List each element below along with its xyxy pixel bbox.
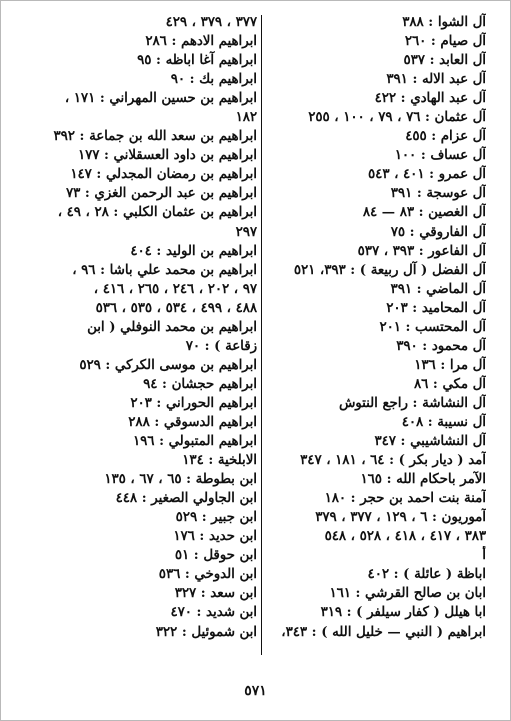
index-entry: آل مرا : ١٣٦ [414, 357, 486, 373]
index-entry: آل الماضي : ٣٩١ [390, 281, 486, 297]
index-entry: ابا هيلل ( كفار سيلفر ) : ٣١٩ [320, 605, 486, 621]
index-entry: آل عساف : ١٠٠ [394, 148, 486, 164]
index-entry: آل صيام : ٢٦٠ [404, 34, 486, 50]
index-entry: ابراهيم بن الوليد : ٤٠٤ [130, 243, 257, 259]
index-entry: آل عزام : ٤٥٥ [405, 129, 486, 145]
index-entry: زقاعة ) : ٧٠ [185, 338, 257, 354]
index-entry: ابراهيم بن موسى الكركي : ٥٢٩ [79, 357, 257, 373]
index-entry: آل المحاميد : ٢٠٣ [386, 300, 486, 316]
index-entry: آل مكي : ٨٦ [414, 376, 486, 392]
index-entry: آل الفضل ( آل ربيعة ) : ٣٩٣، ٥٢١ [293, 262, 486, 278]
index-entry: آل العابد : ٥٣٧ [403, 53, 486, 69]
index-entry: ابن جبير : ٥٢٩ [175, 510, 257, 526]
index-entry: ابراهيم بن حسين المهراني : ١٧١ ، [64, 91, 257, 107]
index-entry: آل عمرو : ٤٠١ ، ٥٤٣ [368, 167, 486, 183]
column-divider [261, 15, 262, 655]
index-entry: آل الفاعور : ٣٩٣ ، ٥٣٧ [357, 243, 486, 259]
index-entry: آل النشاشة : راجع النتوش [338, 395, 486, 411]
index-entry: آمد ( ديار بكر ) : ٦٤ ، ١٨١ ، ٣٤٧ [300, 453, 486, 469]
index-entry: آل عبد الاله : ٣٩١ [386, 72, 486, 88]
index-entry: ابراهيم الحوراني : ٢٠٣ [130, 395, 257, 411]
index-entry: ٣٨٣ ، ٤١٧ ، ٤١٨ ، ٥٢٨ ، ٥٤٨ [324, 529, 486, 545]
index-entry: ابان بن صالح القرشي : ١٦١ [329, 586, 486, 602]
index-entry: ابراهيم بن محمد علي باشا : ٩٦ ، [72, 262, 257, 278]
index-entry: ابراهيم المتبولي : ١٩٦ [133, 434, 257, 450]
index-entry: ابراهيم الادهم : ٢٨٦ [145, 34, 257, 50]
index-entry: ابن سعد : ٣٢٧ [174, 586, 257, 602]
index-entry: آل الغصين : ٨٣ — ٨٤ [362, 205, 486, 221]
index-entry: آل الفاروقي : ٧٥ [390, 224, 486, 240]
index-entry: ٢٩٧ [235, 224, 257, 240]
index-entry: ابراهيم حجشان : ٩٤ [143, 376, 257, 392]
index-entry: ابن شموئيل : ٣٢٢ [155, 624, 257, 640]
index-entry: آل الشوا : ٣٨٨ [402, 15, 486, 30]
index-entry: ٤٨٨ ، ٤٩٩ ، ٥٣٤ ، ٥٣٥ ، ٥٣٦ [95, 300, 257, 316]
index-entry: آل عثمان : ٧٦ ، ٧٩ ، ١٠٠ ، ٢٥٥ [308, 110, 486, 126]
index-entry: ابن بطوطة : ٦٥ ، ٦٧ ، ١٣٥ [104, 472, 257, 488]
index-entry: ٩٧ ، ٢٠٢ ، ٢٤٦ ، ٢٦٥ ، ٤١٦ ، [93, 281, 257, 297]
index-entry: ابراهيم آغا اباظه : ٩٥ [137, 53, 257, 69]
index-column-left [23, 13, 257, 642]
index-entry: ابراهيم الدسوقي : ٢٨٨ [128, 414, 257, 430]
index-entry: ابن شديد : ٤٧٠ [170, 605, 257, 621]
index-entry: آموريون : ٦ ، ١٢٩ ، ٣٧٧ ، ٣٧٩ [315, 510, 486, 526]
index-entry: أ [482, 548, 486, 564]
page-number: ٥٧١ [244, 683, 267, 699]
index-entry: ابن الجاولي الصغير : ٤٤٨ [115, 491, 257, 507]
index-entry: آل المحتسب : ٢٠١ [379, 319, 486, 335]
index-entry: آل نسيبة : ٤٠٨ [401, 414, 486, 430]
index-entry: ابراهيم بن محمد النوفلي ( ابن [87, 319, 257, 335]
index-entry: آل محمود : ٣٩٠ [396, 338, 486, 354]
index-entry: آل عوسجة : ٣٩١ [390, 186, 486, 202]
index-column-right [252, 13, 486, 642]
index-entry: ابن حوقل : ٥١ [174, 548, 257, 564]
index-entry: ابراهيم بن داود العسقلاني : ١٧٧ [77, 148, 257, 164]
index-entry: ابراهيم بن عثمان الكلبي : ٢٨ ، ٤٩ ، [57, 205, 257, 221]
index-entry: ابن حديد : ١٧٦ [173, 529, 257, 545]
index-entry: آل عبد الهادي : ٤٢٢ [374, 91, 486, 107]
index-entry: ابراهيم بن سعد الله بن جماعة : ٣٩٢ [53, 129, 257, 145]
index-entry: ابراهيم بن عبد الرحمن الغزي : ٧٣ [65, 186, 257, 202]
index-entry: ١٨٢ [235, 110, 257, 126]
index-entry: ابراهيم ( النبي — خليل الله ) : ٣٤٣، [281, 624, 486, 640]
index-entry: آل النشاشيبي : ٣٤٧ [374, 434, 486, 450]
index-entry: الآمر باحكام الله : ١٦٥ [360, 472, 486, 488]
index-entry: ابراهيم بن رمضان المجدلي : ١٤٧ [70, 167, 257, 183]
index-entry: الابلخية : ١٣٤ [182, 453, 257, 469]
index-entry: ابراهيم بك : ٩٠ [170, 72, 257, 88]
index-entry: اباظة ( عائلة ) : ٤٠٢ [367, 567, 486, 583]
index-entry: ٣٧٧ ، ٣٧٩ ، ٤٢٩ [165, 15, 257, 30]
index-entry: ابن الدوخي : ٥٣٦ [158, 567, 257, 583]
index-entry: آمنة بنت احمد بن حجر : ١٨٠ [324, 491, 486, 507]
